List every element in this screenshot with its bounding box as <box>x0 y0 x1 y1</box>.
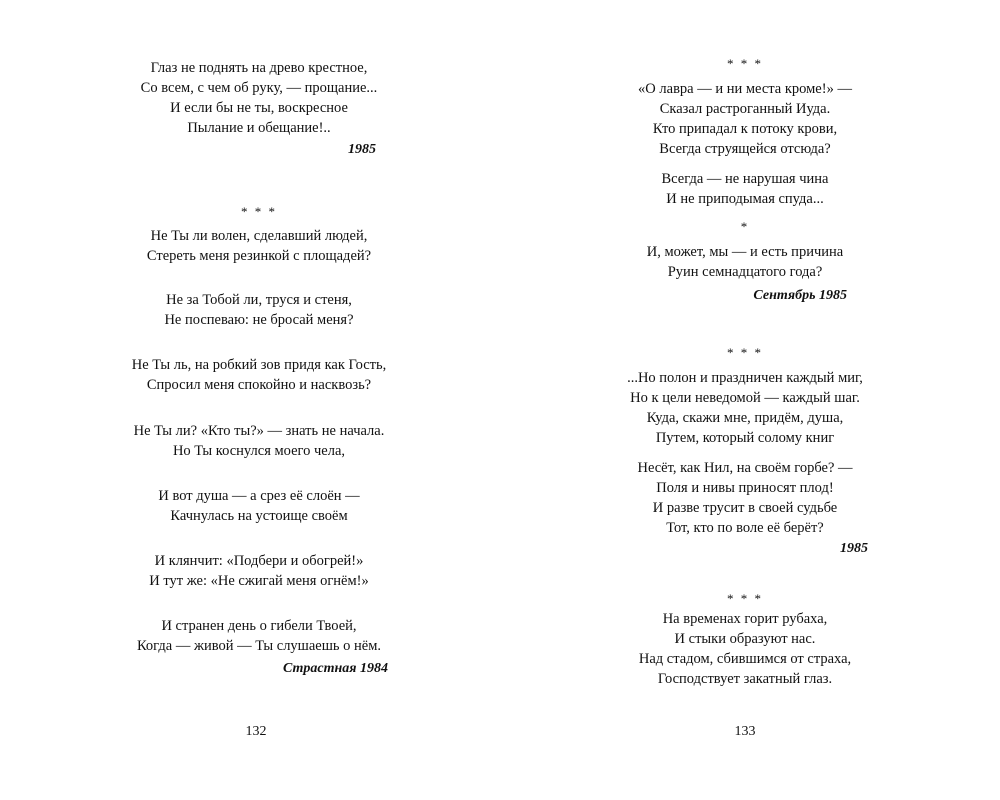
poem-line: Глаз не поднять на древо крестное, <box>150 60 368 76</box>
poem-line: Стереть меня резинкой с площадей? <box>146 248 372 264</box>
left-poem-2-stanza-7 <box>100 616 418 656</box>
section-separator: * * * <box>727 591 763 606</box>
poem-line: Куда, скажи мне, придём, душа, <box>646 410 844 426</box>
poem-line: И клянчит: «Подбери и обогрей!» <box>154 553 364 569</box>
poem-line: Несёт, как Нил, на своём горбе? — <box>637 460 853 476</box>
page-number: 132 <box>245 724 267 739</box>
left-poem-2-stanza-2 <box>100 290 418 330</box>
poem-date: 1985 <box>840 541 868 556</box>
poem-line: Над стадом, сбившимся от страха, <box>638 651 852 667</box>
right-poem-1-stanza-1 <box>560 79 930 159</box>
poem-line: Когда — живой — Ты слушаешь о нём. <box>136 638 381 654</box>
section-separator: * * * <box>727 345 763 360</box>
poem-line: Не за Тобой ли, труся и стеня, <box>166 292 352 308</box>
mid-separator: * <box>740 219 750 234</box>
poem-line: Не поспеваю: не бросай меня? <box>164 312 354 328</box>
poem-line: На временах горит рубаха, <box>662 611 828 627</box>
poem-line: Со всем, с чем об руку, — прощание... <box>140 80 378 96</box>
poem-line: Путем, который солому книг <box>655 430 835 446</box>
poem-line: Но Ты коснулся моего чела, <box>172 443 346 459</box>
right-poem-3-stanza-1 <box>560 609 930 689</box>
section-separator: * * * <box>241 204 277 219</box>
left-poem-2-stanza-5 <box>100 486 418 526</box>
poem-line: Пылание и обещание!.. <box>187 120 331 136</box>
poem-line: «О лавра — и ни места кроме!» — <box>638 81 852 97</box>
left-poem-2-stanza-6 <box>100 551 418 591</box>
poem-line: Всегда — не нарушая чина <box>661 171 829 187</box>
poem-line: Тот, кто по воле её берёт? <box>666 520 824 536</box>
right-page <box>500 0 1000 800</box>
poem-line: Но к цели неведомой — каждый шаг. <box>630 390 860 406</box>
poem-line: Спросил меня спокойно и насквозь? <box>146 377 372 393</box>
poem-line: И, может, мы — и есть причина <box>646 244 844 260</box>
page-number: 133 <box>734 724 756 739</box>
poem-line: ...Но полон и праздничен каждый миг, <box>627 370 863 386</box>
poem-line: Не Ты ли волен, сделавший людей, <box>150 228 368 244</box>
poem-line: Руин семнадцатого года? <box>667 264 823 280</box>
right-poem-2-stanza-1 <box>560 368 930 448</box>
poem-line: И тут же: «Не сжигай меня огнём!» <box>149 573 369 589</box>
poem-line: И разве трусит в своей судьбе <box>652 500 838 516</box>
poem-line: И странен день о гибели Твоей, <box>161 618 357 634</box>
right-poem-1-stanza-2 <box>560 169 930 209</box>
right-poem-2-stanza-2 <box>560 458 930 538</box>
poem-date: 1985 <box>348 142 376 157</box>
poem-line: Кто припадал к потоку крови, <box>652 121 838 137</box>
poem-line: И не приподымая спуда... <box>666 191 824 207</box>
left-poem-2-stanza-3 <box>100 355 418 395</box>
poem-line: И вот душа — а срез её слоён — <box>158 488 360 504</box>
poem-date: Сентябрь 1985 <box>753 288 847 303</box>
poem-line: Всегда струящейся отсюда? <box>659 141 831 157</box>
poem-line: И стыки образуют нас. <box>674 631 816 647</box>
poem-line: Не Ты ли? «Кто ты?» — знать не начала. <box>133 423 385 439</box>
poem-line: Качнулась на устоище своём <box>170 508 348 524</box>
left-poem-2-stanza-1 <box>100 226 418 266</box>
poem-line: Не Ты ль, на робкий зов придя как Гость, <box>131 357 387 373</box>
poem-line: Сказал растроганный Иуда. <box>659 101 831 117</box>
poem-line: И если бы не ты, воскресное <box>170 100 348 116</box>
poem-line: Господствует закатный глаз. <box>657 671 833 687</box>
section-separator: * * * <box>727 56 763 71</box>
left-poem-2-stanza-4 <box>100 421 418 461</box>
poem-date: Страстная 1984 <box>282 661 388 676</box>
left-poem-1 <box>100 58 418 138</box>
right-poem-1-stanza-3 <box>560 242 930 282</box>
poem-line: Поля и нивы приносят плод! <box>656 480 834 496</box>
